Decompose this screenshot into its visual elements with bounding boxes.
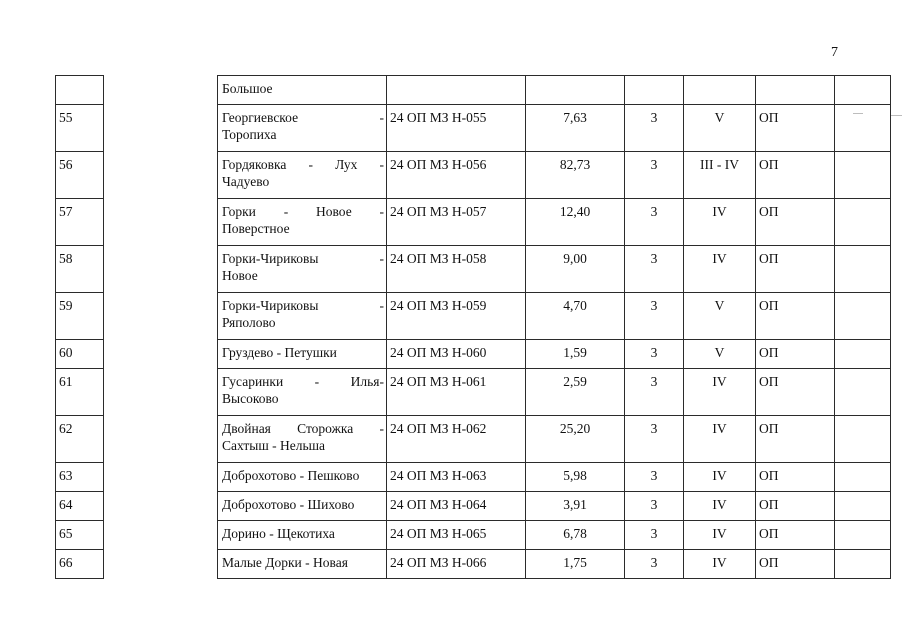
cell-number: 59: [56, 293, 104, 340]
cell-road-class: IV: [684, 246, 756, 293]
road-name-line: Торопиха: [222, 127, 277, 142]
cell-road-name: [218, 340, 387, 369]
road-name-line: Чадуево: [222, 174, 270, 189]
cell-length: 25,20: [526, 416, 625, 463]
cell-notes: [835, 340, 891, 369]
cell-number: 65: [56, 521, 104, 550]
cell-number: 58: [56, 246, 104, 293]
cell-road-type: ОП: [756, 369, 835, 416]
cell-number: 60: [56, 340, 104, 369]
cell-road-name: [218, 293, 387, 340]
cell-category: 3: [625, 293, 684, 340]
cell-road-class: IV: [684, 550, 756, 579]
table-row: [56, 463, 891, 492]
cell-road-code: 24 ОП МЗ Н-062: [387, 416, 526, 463]
cell-length: 82,73: [526, 152, 625, 199]
road-name-line: Гусаринки - Илья-: [222, 374, 384, 389]
cell-road-name: [218, 199, 387, 246]
road-name-line: Высоково: [222, 391, 279, 406]
road-name-line: Новое: [222, 268, 258, 283]
road-name-line: Доброхотово - Шихово: [222, 497, 355, 512]
cell-number: 66: [56, 550, 104, 579]
cell-length: 12,40: [526, 199, 625, 246]
cell-number: [56, 76, 104, 105]
table-row: [56, 340, 891, 369]
table-row: [56, 492, 891, 521]
cell-road-class: V: [684, 340, 756, 369]
cell-category: 3: [625, 340, 684, 369]
cell-notes: [835, 293, 891, 340]
road-name-line: Поверстное: [222, 221, 290, 236]
cell-road-class: IV: [684, 463, 756, 492]
road-name-line: Малые Дорки - Новая: [222, 555, 348, 570]
cell-length: 4,70: [526, 293, 625, 340]
cell-road-code: 24 ОП МЗ Н-058: [387, 246, 526, 293]
cell-length: 7,63: [526, 105, 625, 152]
road-name-line: Горки-Чириковы -: [222, 251, 384, 266]
cell-road-name: [218, 492, 387, 521]
table-row: [56, 293, 891, 340]
cell-road-code: 24 ОП МЗ Н-060: [387, 340, 526, 369]
road-name-line: Доброхотово - Пешково: [222, 468, 360, 483]
cell-length: 2,59: [526, 369, 625, 416]
table-row: [56, 246, 891, 293]
cell-road-type: ОП: [756, 550, 835, 579]
cell-road-type: ОП: [756, 199, 835, 246]
cell-road-class: III - IV: [684, 152, 756, 199]
cell-road-name: [218, 246, 387, 293]
page-number: 7: [831, 45, 838, 60]
cell-category: 3: [625, 492, 684, 521]
road-name-line: Сахтыш - Нельша: [222, 438, 326, 453]
cell-road-name: [218, 105, 387, 152]
table-row: [56, 152, 891, 199]
cell-category: 3: [625, 246, 684, 293]
cell-road-type: ОП: [756, 340, 835, 369]
cell-road-code: 24 ОП МЗ Н-059: [387, 293, 526, 340]
table-row: [56, 550, 891, 579]
cell-road-class: IV: [684, 492, 756, 521]
cell-notes: [835, 246, 891, 293]
cell-notes: [835, 416, 891, 463]
cell-number: 62: [56, 416, 104, 463]
cell-length: 3,91: [526, 492, 625, 521]
road-name-line: Горки-Чириковы -: [222, 298, 384, 313]
cell-road-class: IV: [684, 199, 756, 246]
cell-road-name: [218, 416, 387, 463]
cell-number: 57: [56, 199, 104, 246]
cell-road-name: [218, 152, 387, 199]
cell-number: 55: [56, 105, 104, 152]
road-name-line: Гордяковка - Лух -: [222, 157, 384, 172]
cell-notes: [835, 492, 891, 521]
cell-category: 3: [625, 199, 684, 246]
cell-notes: [835, 550, 891, 579]
cell-length: 9,00: [526, 246, 625, 293]
cell-road-type: ОП: [756, 152, 835, 199]
cell-road-code: 24 ОП МЗ Н-064: [387, 492, 526, 521]
road-name-line: Георгиевское -: [222, 110, 384, 125]
cell-road-type: ОП: [756, 463, 835, 492]
cell-notes: [835, 199, 891, 246]
cell-road-type: ОП: [756, 293, 835, 340]
cell-number: 63: [56, 463, 104, 492]
roads-table: [55, 75, 891, 579]
cell-category: 3: [625, 105, 684, 152]
cell-road-name: [218, 550, 387, 579]
cell-notes: [835, 105, 891, 152]
cell-road-code: 24 ОП МЗ Н-063: [387, 463, 526, 492]
cell-category: 3: [625, 550, 684, 579]
cell-category: 3: [625, 521, 684, 550]
cell-number: 61: [56, 369, 104, 416]
cell-road-type: ОП: [756, 521, 835, 550]
table-row: [56, 521, 891, 550]
cell-road-type: ОП: [756, 246, 835, 293]
cell-category: 3: [625, 463, 684, 492]
cell-road-class: IV: [684, 369, 756, 416]
cell-road-class: V: [684, 105, 756, 152]
cell-category: 3: [625, 416, 684, 463]
cell-length: 6,78: [526, 521, 625, 550]
cell-road-name: Большое: [218, 76, 387, 105]
cell-notes: [835, 369, 891, 416]
road-name-line: Двойная Сторожка -: [222, 421, 384, 436]
cell-road-name: [218, 369, 387, 416]
cell-number: 64: [56, 492, 104, 521]
road-name-line: Дорино - Щекотиха: [222, 526, 335, 541]
cell-road-type: ОП: [756, 105, 835, 152]
cell-road-code: 24 ОП МЗ Н-066: [387, 550, 526, 579]
cell-road-class: V: [684, 293, 756, 340]
cell-road-code: 24 ОП МЗ Н-065: [387, 521, 526, 550]
cell-road-code: 24 ОП МЗ Н-055: [387, 105, 526, 152]
cell-road-code: 24 ОП МЗ Н-056: [387, 152, 526, 199]
cell-category: 3: [625, 152, 684, 199]
cell-road-code: 24 ОП МЗ Н-061: [387, 369, 526, 416]
cell-road-code: 24 ОП МЗ Н-057: [387, 199, 526, 246]
road-name-line: Груздево - Петушки: [222, 345, 337, 360]
cell-road-name: [218, 463, 387, 492]
scan-artifact: [890, 115, 902, 116]
cell-road-type: ОП: [756, 416, 835, 463]
table-row: [56, 199, 891, 246]
cell-notes: [835, 521, 891, 550]
table-row: [56, 416, 891, 463]
table-row-continuation: [56, 76, 891, 105]
cell-road-type: ОП: [756, 492, 835, 521]
cell-length: 5,98: [526, 463, 625, 492]
cell-number: 56: [56, 152, 104, 199]
cell-length: 1,75: [526, 550, 625, 579]
road-name-line: Горки - Новое -: [222, 204, 384, 219]
cell-road-class: IV: [684, 416, 756, 463]
road-name-line: Ряполово: [222, 315, 276, 330]
cell-road-name: [218, 521, 387, 550]
cell-notes: [835, 152, 891, 199]
cell-road-class: IV: [684, 521, 756, 550]
cell-category: 3: [625, 369, 684, 416]
cell-length: 1,59: [526, 340, 625, 369]
table-row: [56, 105, 891, 152]
table-row: [56, 369, 891, 416]
cell-notes: [835, 463, 891, 492]
